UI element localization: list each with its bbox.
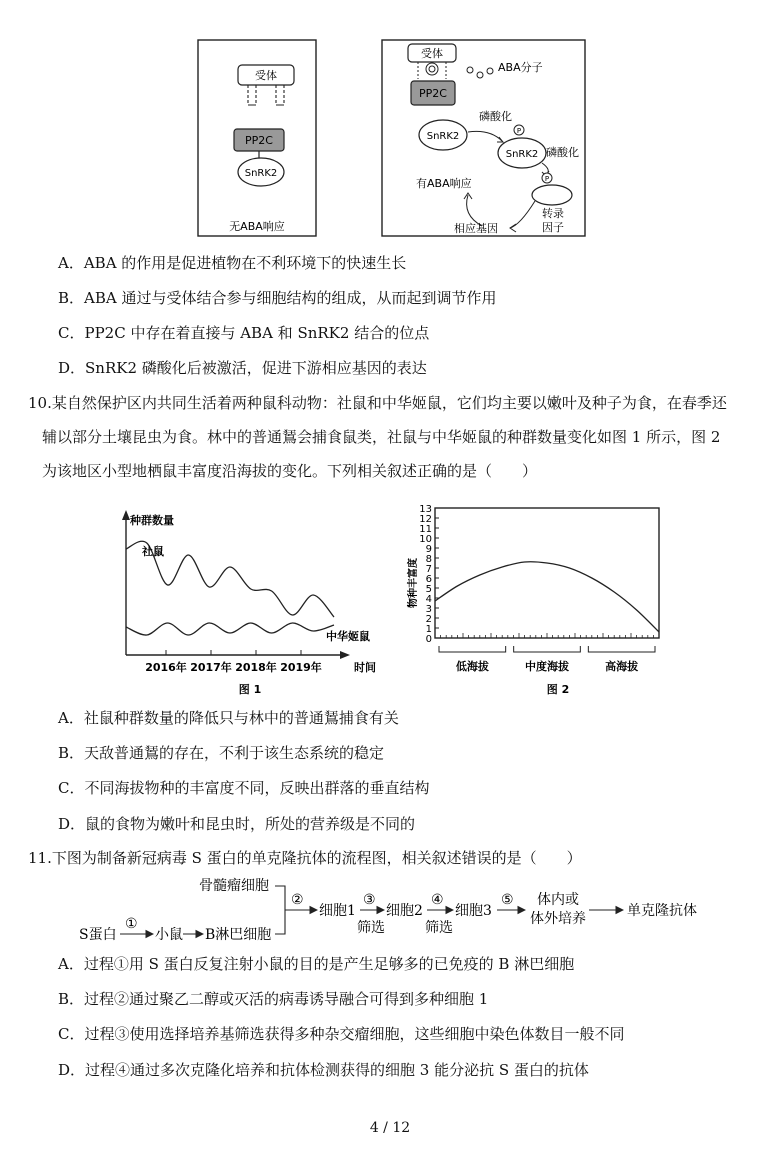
flow-cell1: 细胞1 — [319, 903, 356, 919]
flow-step4: ④ — [431, 892, 444, 908]
q11-option-a: A．过程①用 S 蛋白反复注射小鼠的目的是产生足够多的已免疫的 B 淋巴细胞 — [58, 955, 575, 973]
phosphate-mark-1-label: P — [516, 127, 522, 135]
fig1-series-line-2 — [126, 623, 334, 635]
flow-culture-1: 体内或 — [537, 892, 579, 908]
tf-label-1: 转录 — [542, 207, 564, 220]
fig2-y-tick-label-10: 10 — [419, 534, 432, 545]
q9-option-c: C．PP2C 中存在着直接与 ABA 和 SnRK2 结合的位点 — [58, 324, 430, 342]
fig1-x-tick-label-4: 2019年 — [280, 661, 322, 674]
receptor-right-label: 受体 — [421, 47, 443, 60]
fig2-y-tick-label-7: 7 — [425, 564, 432, 575]
fig2-group-label-1: 低海拔 — [455, 660, 489, 673]
fig2-y-tick-label-5: 5 — [425, 584, 432, 595]
snrk2-left-label: SnRK2 — [244, 168, 278, 179]
q9-option-a: A．ABA 的作用是促进植物在不利环境下的快速生长 — [58, 254, 407, 272]
flow-b-cell: B淋巴细胞 — [205, 927, 272, 943]
flow-step2: ② — [291, 892, 304, 908]
fig2-y-tick-label-0: 0 — [425, 634, 432, 645]
q9-option-d: D．SnRK2 磷酸化后被激活，促进下游相应基因的表达 — [58, 359, 427, 377]
fig2-y-tick-label-13: 13 — [419, 504, 432, 515]
flow-antibody: 单克隆抗体 — [627, 903, 697, 919]
q10-stem-line3: 为该地区小型地栖鼠丰富度沿海拔的变化。下列相关叙述正确的是（ ） — [42, 462, 538, 480]
pp2c-left-label: PP2C — [245, 134, 273, 147]
flow-cell3: 细胞3 — [455, 903, 492, 919]
q10-stem-line1: 10.某自然保护区内共同生活着两种鼠科动物：社鼠和中华姬鼠，它们均主要以嫩叶及种子为食，在春季还 — [28, 394, 727, 412]
flow-mouse: 小鼠 — [155, 927, 183, 943]
snrk2-right-b-label: SnRK2 — [505, 149, 539, 160]
fig2-frame — [435, 508, 659, 638]
no-aba-caption: 无ABA响应 — [229, 220, 285, 233]
flow-cell2: 细胞2 — [386, 903, 423, 919]
receptor-left-label: 受体 — [255, 69, 277, 82]
fig1-x-tick-label-2: 2017年 — [190, 661, 232, 674]
fig1-x-tick-label-3: 2018年 — [235, 661, 277, 674]
monoclonal-antibody-flowchart — [75, 874, 735, 950]
tf-label-2: 因子 — [542, 221, 564, 234]
phosphate-mark-2-label: P — [544, 175, 550, 183]
fig2-group-bracket-1 — [439, 646, 506, 652]
fig2-title: 图 2 — [546, 683, 570, 696]
pp2c-right-label: PP2C — [419, 87, 447, 100]
fig2-y-tick-label-3: 3 — [425, 604, 432, 615]
page-number: 4 / 12 — [369, 1120, 411, 1136]
q10-option-a: A．社鼠种群数量的降低只与林中的普通鵟捕食有关 — [58, 709, 399, 727]
fig2-y-tick-label-11: 11 — [419, 524, 432, 535]
fig2-richness-curve — [435, 562, 659, 632]
fig2-y-tick-label-4: 4 — [425, 594, 432, 605]
fig2-y-tick-label-1: 1 — [425, 624, 432, 635]
q11-stem: 11.下图为制备新冠病毒 S 蛋白的单克隆抗体的流程图，相关叙述错误的是（ ） — [28, 849, 582, 867]
fig2-y-tick-label-9: 9 — [425, 544, 432, 555]
fig2-y-tick-label-12: 12 — [419, 514, 432, 525]
q11-option-c: C．过程③使用选择培养基筛选获得多种杂交瘤细胞，这些细胞中染色体数目一般不同 — [58, 1025, 625, 1043]
snrk2-right-a-label: SnRK2 — [426, 131, 460, 142]
q9-option-b: B．ABA 通过与受体结合参与细胞结构的组成，从而起到调节作用 — [58, 289, 497, 307]
response-label: 有ABA响应 — [416, 177, 472, 190]
fig2-group-bracket-3 — [588, 646, 655, 652]
q10-option-b: B．天敌普通鵟的存在，不利于该生态系统的稳定 — [58, 744, 385, 762]
phosphorylation-label-2: 磷酸化 — [546, 146, 579, 159]
aba-signaling-figure — [190, 35, 590, 240]
fig2-group-label-3: 高海拔 — [605, 660, 639, 673]
fig2-y-tick-label-2: 2 — [425, 614, 432, 625]
fig2-y-tick-label-6: 6 — [425, 574, 432, 585]
transcription-factor — [532, 185, 572, 205]
fig2-group-label-2: 中度海拔 — [525, 660, 569, 673]
flow-myeloma: 骨髓瘤细胞 — [199, 878, 269, 894]
fig1-ylabel: 种群数量 — [130, 514, 174, 527]
fig1-x-tick-label-1: 2016年 — [145, 661, 187, 674]
figure-1-chart — [112, 495, 382, 700]
q10-stem-line2: 辅以部分土壤昆虫为食。林中的普通鵟会捕食鼠类，社鼠与中华姬鼠的种群数量变化如图 1 所示，图 2 — [42, 428, 721, 446]
flow-s-protein: S蛋白 — [79, 927, 117, 943]
q10-option-d: D．鼠的食物为嫩叶和昆虫时，所处的营养级是不同的 — [58, 815, 416, 833]
flow-step3: ③ — [363, 892, 376, 908]
q11-option-b: B．过程②通过聚乙二醇或灭活的病毒诱导融合可得到多种细胞 1 — [58, 990, 489, 1008]
flow-step1: ① — [125, 916, 138, 932]
figure-2-chart — [400, 500, 670, 700]
fig1-series-label-2: 中华姬鼠 — [326, 630, 370, 643]
fig1-title: 图 1 — [238, 683, 262, 696]
aba-molecule-label: ABA分子 — [498, 61, 543, 74]
phosphorylation-label-1: 磷酸化 — [479, 110, 512, 123]
flow-culture-2: 体外培养 — [530, 911, 586, 927]
q11-option-d: D．过程④通过多次克隆化培养和抗体检测获得的细胞 3 能分泌抗 S 蛋白的抗体 — [58, 1061, 589, 1079]
gene-label: 相应基因 — [454, 222, 498, 235]
flow-step5: ⑤ — [501, 892, 514, 908]
fig2-y-tick-label-8: 8 — [425, 554, 432, 565]
fig2-ylabel: 物种丰富度 — [408, 558, 419, 608]
flow-screen1: 筛选 — [357, 920, 385, 936]
fig1-series-label-1: 社鼠 — [142, 545, 164, 558]
fig1-xlabel: 时间 — [354, 661, 376, 674]
q10-option-c: C．不同海拔物种的丰富度不同，反映出群落的垂直结构 — [58, 779, 430, 797]
flow-screen2: 筛选 — [425, 920, 453, 936]
fig2-group-bracket-2 — [514, 646, 581, 652]
